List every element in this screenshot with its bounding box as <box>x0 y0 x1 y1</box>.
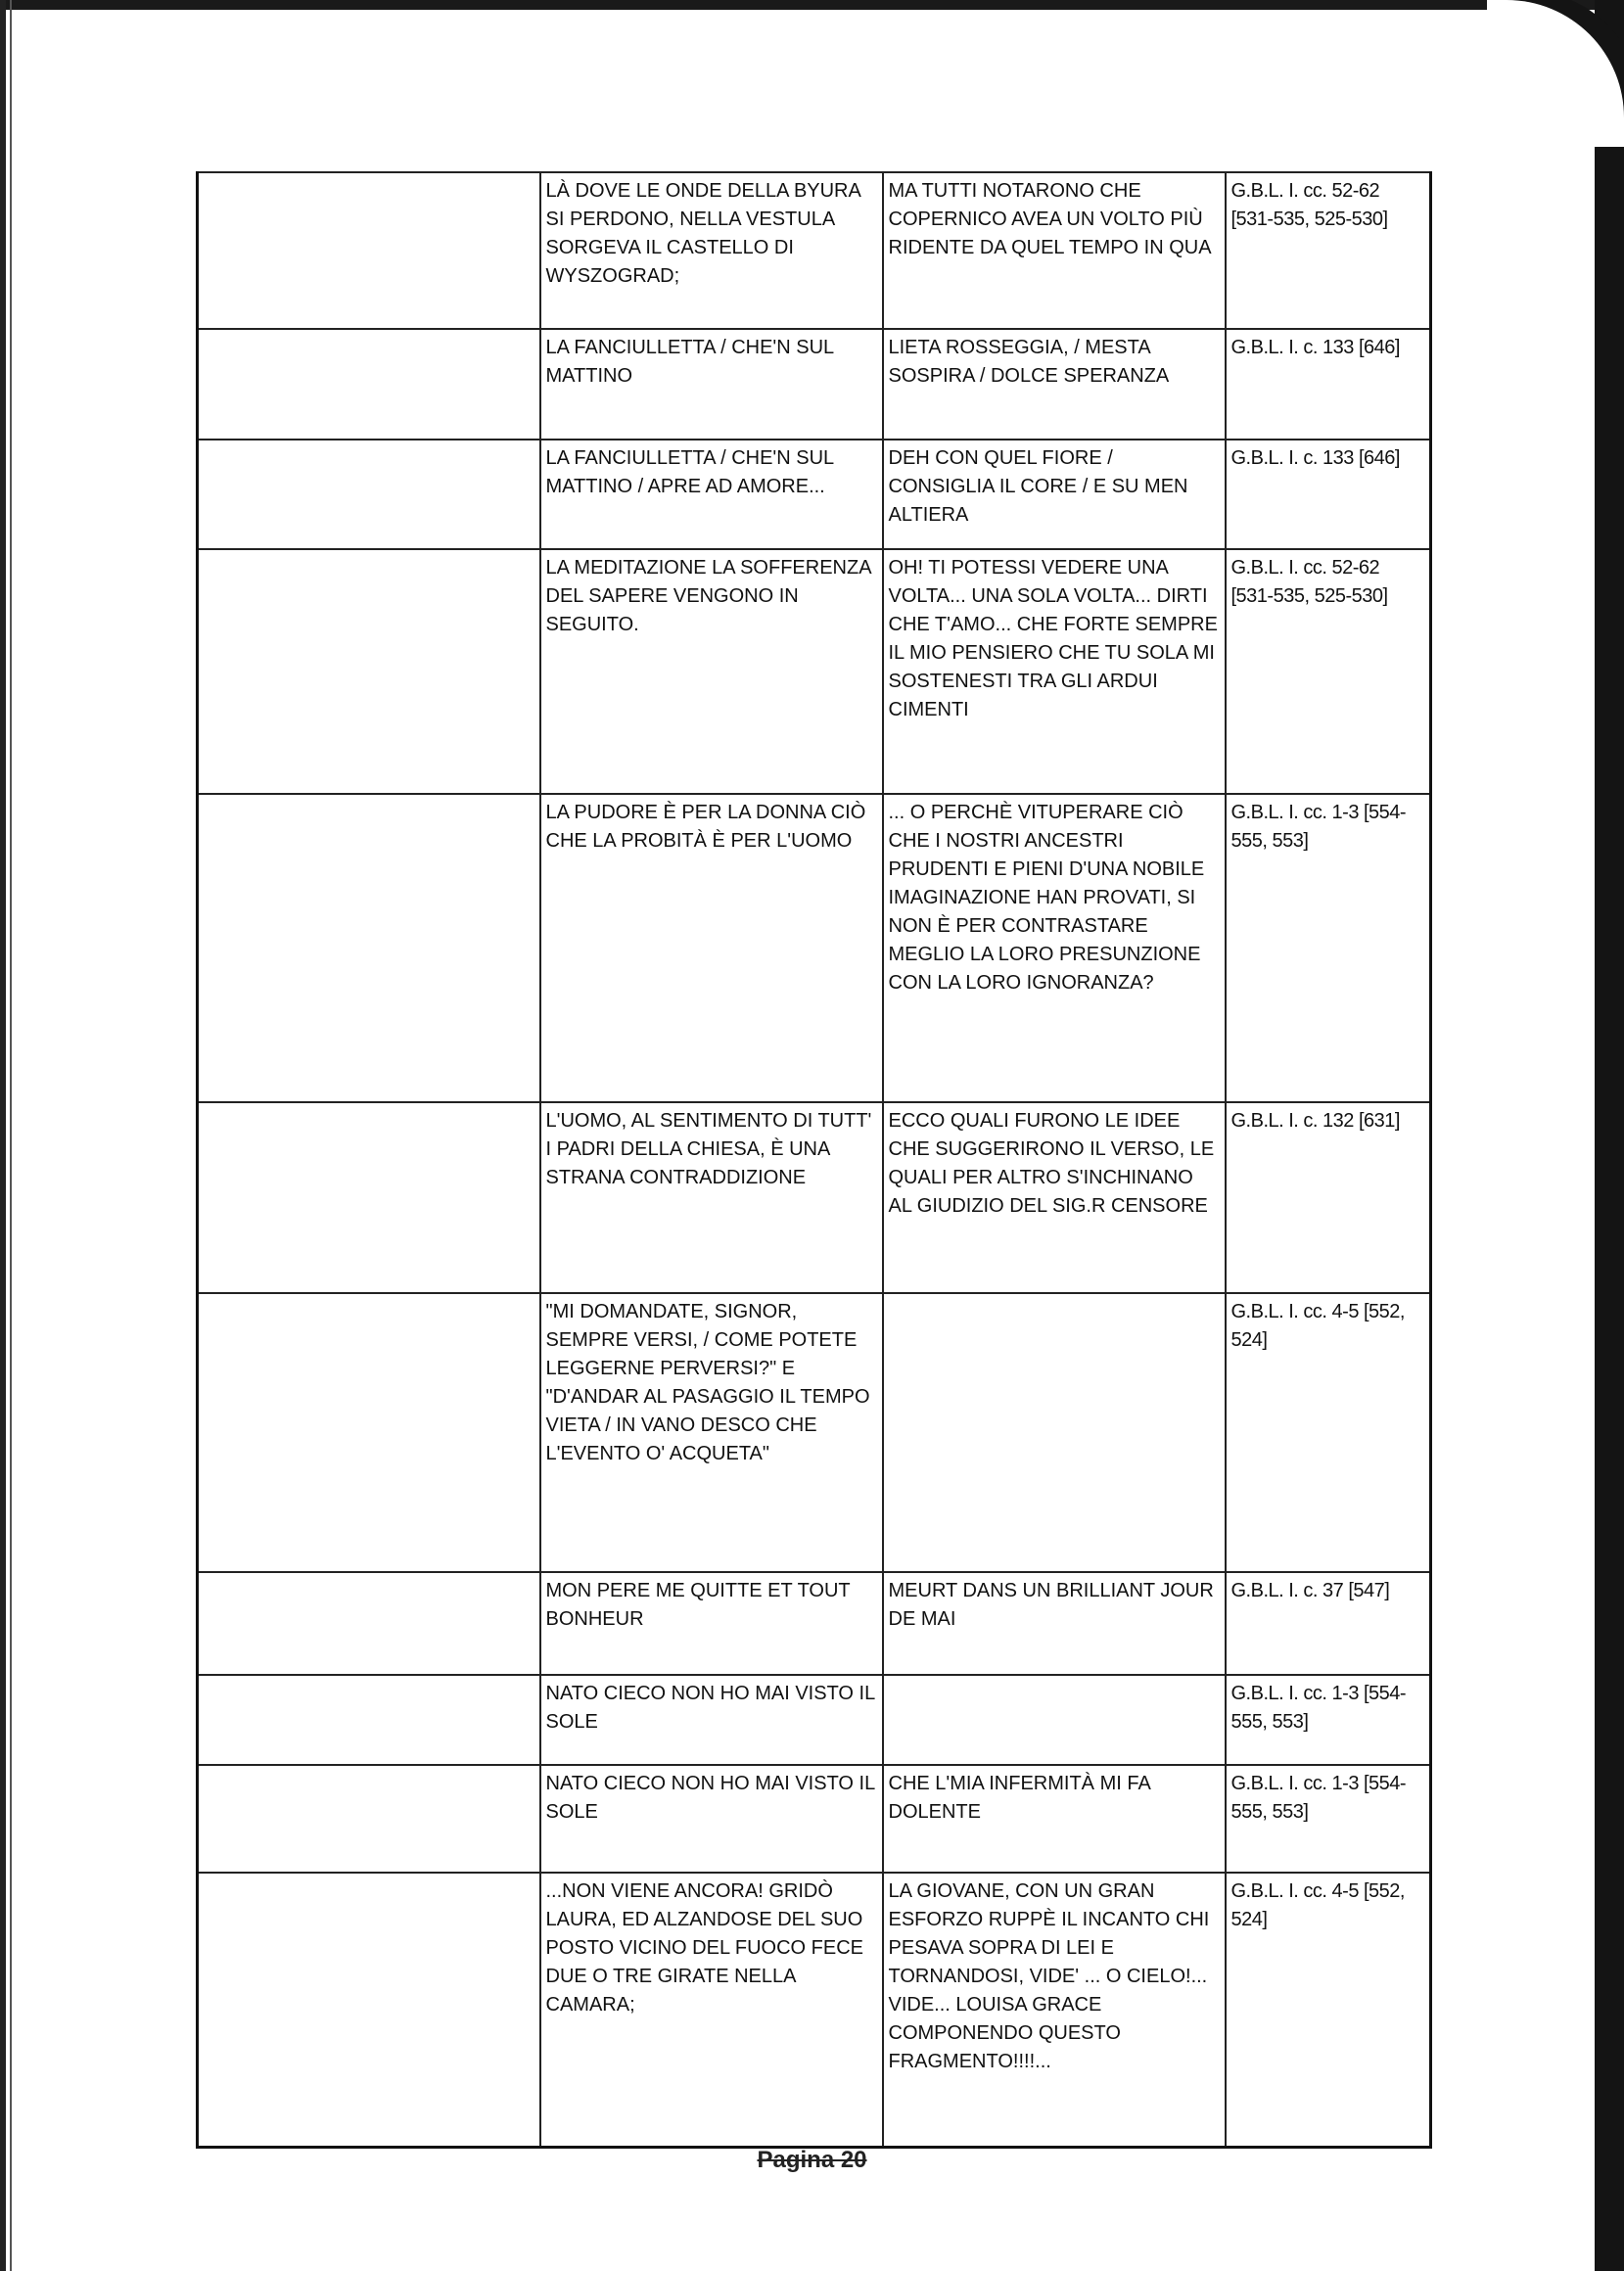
explicit-cell: LA GIOVANE, CON UN GRAN ESFORZO RUPPÈ IL INCANTO CHI PESAVA SOPRA DI LEI E TORNANDOSI, VIDE' ... O CIELO!... VIDE... LOUISA GRACE COMPONENDO QUESTO FRAGMENTO!!!!... <box>883 1873 1226 2147</box>
scan-edge-right <box>1595 0 1624 2271</box>
table-row <box>198 794 1431 1102</box>
empty-cell <box>198 329 540 440</box>
incipit-cell: LA PUDORE È PER LA DONNA CIÒ CHE LA PROBITÀ È PER L'UOMO <box>540 794 883 1102</box>
empty-cell <box>198 549 540 794</box>
empty-cell <box>198 1102 540 1293</box>
incipit-cell: MON PERE ME QUITTE ET TOUT BONHEUR <box>540 1572 883 1675</box>
document-table <box>196 171 1432 2149</box>
explicit-cell <box>883 1675 1226 1765</box>
incipit-cell: L'UOMO, AL SENTIMENTO DI TUTT' I PADRI DELLA CHIESA, È UNA STRANA CONTRADDIZIONE <box>540 1102 883 1293</box>
reference-cell: G.B.L. I. cc. 52-62 [531-535, 525-530] <box>1226 549 1431 794</box>
explicit-cell: DEH CON QUEL FIORE / CONSIGLIA IL CORE / E SU MEN ALTIERA <box>883 440 1226 549</box>
table-row <box>198 1293 1431 1572</box>
empty-cell <box>198 1293 540 1572</box>
reference-cell: G.B.L. I. c. 37 [547] <box>1226 1572 1431 1675</box>
empty-cell <box>198 1765 540 1873</box>
empty-cell <box>198 440 540 549</box>
incipit-cell: LA FANCIULLETTA / CHE'N SUL MATTINO <box>540 329 883 440</box>
table-row <box>198 1675 1431 1765</box>
explicit-cell: CHE L'MIA INFERMITÀ MI FA DOLENTE <box>883 1765 1226 1873</box>
incipit-cell: NATO CIECO NON HO MAI VISTO IL SOLE <box>540 1675 883 1765</box>
reference-cell: G.B.L. I. cc. 52-62 [531-535, 525-530] <box>1226 172 1431 329</box>
table-row <box>198 440 1431 549</box>
empty-cell <box>198 1873 540 2147</box>
page-footer <box>0 2147 1624 2174</box>
explicit-cell: MA TUTTI NOTARONO CHE COPERNICO AVEA UN VOLTO PIÙ RIDENTE DA QUEL TEMPO IN QUA <box>883 172 1226 329</box>
table-row <box>198 1572 1431 1675</box>
empty-cell <box>198 1675 540 1765</box>
explicit-cell: ECCO QUALI FURONO LE IDEE CHE SUGGERIRONO IL VERSO, LE QUALI PER ALTRO S'INCHINANO AL GIUDIZIO DEL SIG.R CENSORE <box>883 1102 1226 1293</box>
explicit-cell: OH! TI POTESSI VEDERE UNA VOLTA... UNA SOLA VOLTA... DIRTI CHE T'AMO... CHE FORTE SEMPRE IL MIO PENSIERO CHE TU SOLA MI SOSTENESTI TRA GLI ARDUI CIMENTI <box>883 549 1226 794</box>
table-row <box>198 549 1431 794</box>
incipit-cell: LA MEDITAZIONE LA SOFFERENZA DEL SAPERE VENGONO IN SEGUITO. <box>540 549 883 794</box>
reference-cell: G.B.L. I. cc. 4-5 [552, 524] <box>1226 1873 1431 2147</box>
reference-cell: G.B.L. I. cc. 1-3 [554-555, 553] <box>1226 1675 1431 1765</box>
page-number-label: Pagina 20 <box>757 2147 867 2173</box>
incipit-cell: NATO CIECO NON HO MAI VISTO IL SOLE <box>540 1765 883 1873</box>
reference-cell: G.B.L. I. c. 133 [646] <box>1226 440 1431 549</box>
incipit-cell: ...NON VIENE ANCORA! GRIDÒ LAURA, ED ALZANDOSE DEL SUO POSTO VICINO DEL FUOCO FECE DUE O TRE GIRATE NELLA CAMARA; <box>540 1873 883 2147</box>
empty-cell <box>198 172 540 329</box>
incipit-cell: LÀ DOVE LE ONDE DELLA BYURA SI PERDONO, NELLA VESTULA SORGEVA IL CASTELLO DI WYSZOGRAD; <box>540 172 883 329</box>
table-row <box>198 1765 1431 1873</box>
scan-edge-left-line <box>10 0 12 2271</box>
reference-cell: G.B.L. I. cc. 1-3 [554-555, 553] <box>1226 1765 1431 1873</box>
table-row <box>198 1102 1431 1293</box>
table-row <box>198 1873 1431 2147</box>
explicit-cell <box>883 1293 1226 1572</box>
incipit-cell: LA FANCIULLETTA / CHE'N SUL MATTINO / APRE AD AMORE... <box>540 440 883 549</box>
explicit-cell: MEURT DANS UN BRILLIANT JOUR DE MAI <box>883 1572 1226 1675</box>
empty-cell <box>198 794 540 1102</box>
incipit-cell: "MI DOMANDATE, SIGNOR, SEMPRE VERSI, / COME POTETE LEGGERNE PERVERSI?" E "D'ANDAR AL PASAGGIO IL TEMPO VIETA / IN VANO DESCO CHE L'EVENTO O' ACQUETA" <box>540 1293 883 1572</box>
empty-cell <box>198 1572 540 1675</box>
scan-edge-left <box>0 0 6 2271</box>
explicit-cell: ... O PERCHÈ VITUPERARE CIÒ CHE I NOSTRI ANCESTRI PRUDENTI E PIENI D'UNA NOBILE IMAGINAZIONE HAN PROVATI, SI NON È PER CONTRASTARE MEGLIO LA LORO PRESUNZIONE CON LA LORO IGNORANZA? <box>883 794 1226 1102</box>
reference-cell: G.B.L. I. cc. 4-5 [552, 524] <box>1226 1293 1431 1572</box>
table-row <box>198 329 1431 440</box>
reference-cell: G.B.L. I. c. 132 [631] <box>1226 1102 1431 1293</box>
reference-cell: G.B.L. I. cc. 1-3 [554-555, 553] <box>1226 794 1431 1102</box>
reference-cell: G.B.L. I. c. 133 [646] <box>1226 329 1431 440</box>
scan-edge-top <box>0 0 1624 10</box>
table-row <box>198 172 1431 329</box>
explicit-cell: LIETA ROSSEGGIA, / MESTA SOSPIRA / DOLCE SPERANZA <box>883 329 1226 440</box>
